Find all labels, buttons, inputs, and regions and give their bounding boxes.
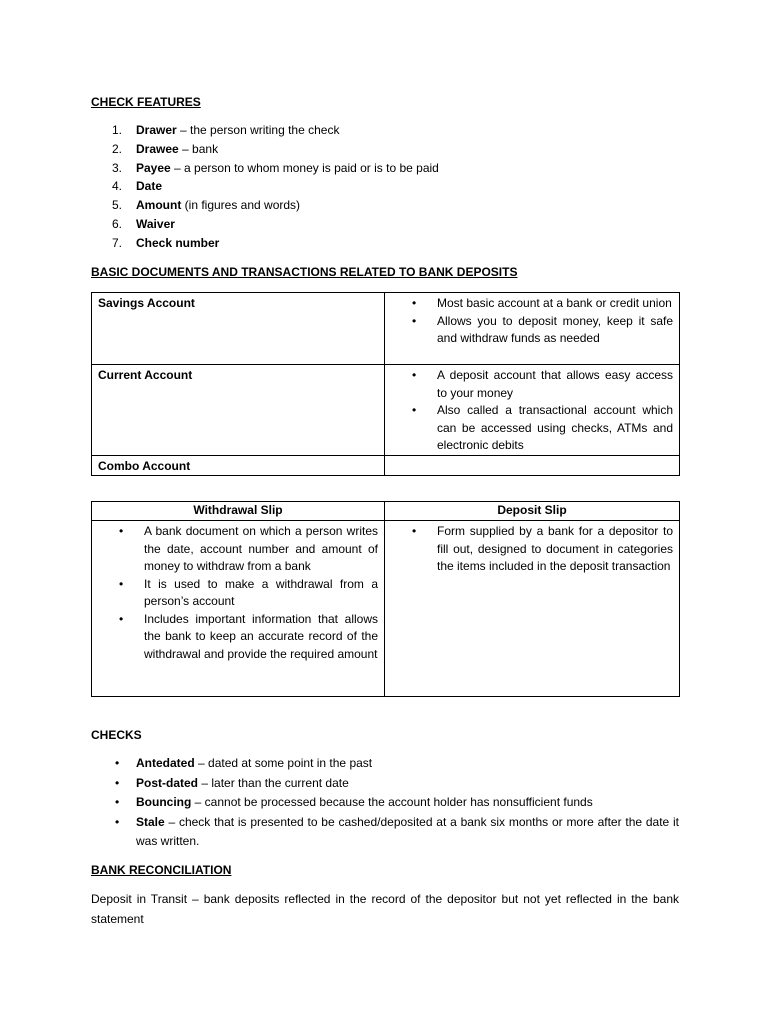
- account-name: Combo Account: [92, 455, 385, 476]
- account-description: [385, 455, 680, 476]
- list-item: • Includes important information that allows the bank to keep an accurate record of the withdrawal and provide the required amount: [92, 611, 378, 664]
- deposit-slip-header: Deposit Slip: [385, 502, 680, 521]
- check-features-heading: CHECK FEATURES: [91, 95, 201, 109]
- deposit-slip-description: [385, 521, 680, 697]
- list-item: • Allows you to deposit money, keep it safe and withdraw funds as needed: [385, 313, 673, 348]
- list-item: • Antedated – dated at some point in the past: [91, 754, 679, 774]
- account-name: Savings Account: [92, 293, 385, 365]
- table-row: [92, 455, 680, 476]
- list-item: • Post-dated – later than the current date: [91, 774, 679, 794]
- table-header-row: [92, 502, 680, 521]
- account-name: Current Account: [92, 365, 385, 456]
- list-item: • A deposit account that allows easy access to your money: [385, 367, 673, 402]
- list-item: • Also called a transactional account which can be accessed using checks, ATMs and electronic debits: [385, 402, 673, 455]
- slips-table: [91, 501, 680, 697]
- account-types-table: [91, 292, 680, 476]
- list-item: • It is used to make a withdrawal from a person’s account: [92, 576, 378, 611]
- checks-heading: CHECKS: [91, 728, 142, 742]
- table-row: [92, 521, 680, 697]
- list-item: • Stale – check that is presented to be cashed/deposited at a bank six months or more after the date it was written.: [91, 813, 679, 852]
- table-row: [92, 293, 680, 365]
- list-item: • A bank document on which a person writes the date, account number and amount of money to withdraw from a bank: [92, 523, 378, 576]
- withdrawal-slip-header: Withdrawal Slip: [92, 502, 385, 521]
- table-row: [92, 365, 680, 456]
- account-description: [385, 293, 680, 365]
- deposits-heading: BASIC DOCUMENTS AND TRANSACTIONS RELATED TO BANK DEPOSITS: [91, 265, 518, 279]
- list-item: • Bouncing – cannot be processed because the account holder has nonsufficient funds: [91, 793, 679, 813]
- list-item: • Form supplied by a bank for a depositor to fill out, designed to document in categories the items included in the deposit transaction: [385, 523, 673, 576]
- list-item: • Most basic account at a bank or credit union: [385, 295, 673, 313]
- withdrawal-slip-description: [92, 521, 385, 697]
- deposit-in-transit-paragraph: Deposit in Transit – bank deposits reflected in the record of the depositor but not yet reflected in the bank statement: [91, 892, 679, 926]
- account-description: [385, 365, 680, 456]
- checks-list: [91, 754, 679, 852]
- document-page: CHECK FEATURES 1. Drawer – the person writing the check 2. Drawee – bank 3. Payee – a person to whom money is paid or is to be paid 4. Date 5. Amount (in figures and words) 6. Waiver 7. Check number BASIC DOCUMENTS AND TRANSACTIONS RELATED TO BANK DEPOSITS Savings Account • Most basic account at a bank or credit union • Allows you to deposit money, keep it safe and withdraw funds as needed Current Account • A deposit account that allows easy access to your money • Also called a transactional account which can be accessed using checks, ATMs and electronic debits Combo Account Withdrawal Slip Deposit Slip • A bank document on which a person writes the date, account number and amount of money to withdraw from a bank • It is used to make a withdrawal from a person’s account • Includes important information that allows the bank to keep an accurate record of the withdrawal and provide the required amount • Form supplied by a bank for a depositor to fill out, designed to document in categories the items included in the deposit transaction CHECKS • Antedated – dated at some point in the past • Post-dated – later than the current date • Bouncing – cannot be processed because the account holder has nonsufficient funds • Stale – check that is presented to be cashed/deposited at a bank six months or more after the date it was written. BANK RECONCILIATION Deposit in Transit – bank deposits reflected in the record of the depositor but not yet reflected in the bank statement: [0, 0, 768, 1024]
- bank-reconciliation-heading: BANK RECONCILIATION: [91, 863, 232, 877]
